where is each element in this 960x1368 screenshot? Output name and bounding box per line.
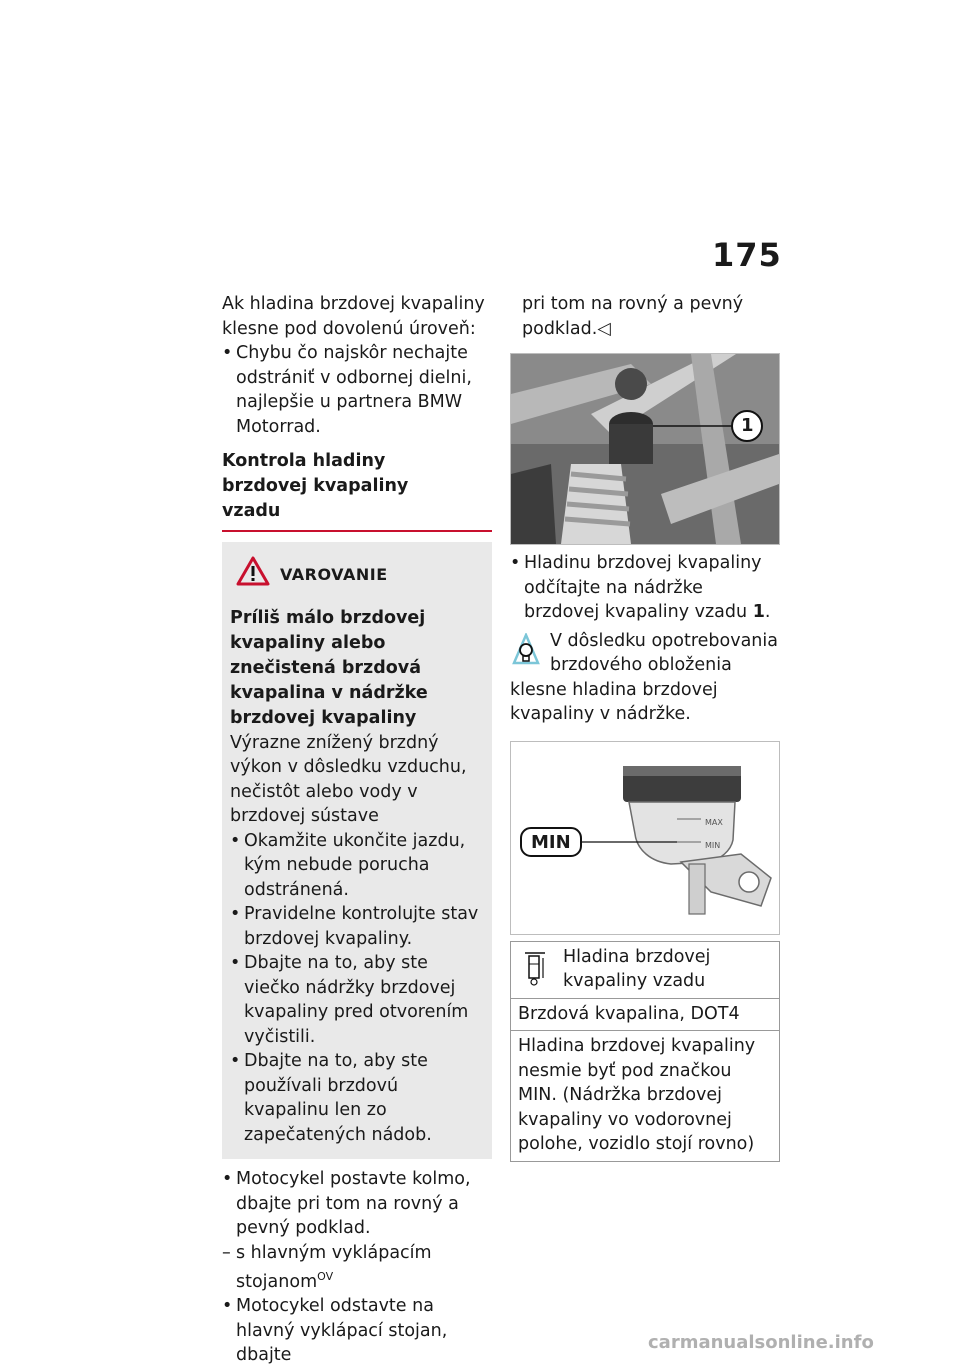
- bullet-main-stand-text: Motocykel odstavte na hlavný vyklápací stojan, dbajte: [236, 1296, 448, 1366]
- info-note-head: V dôsledku opotrebovania brzdového obloženia: [550, 630, 778, 675]
- warning-label: VAROVANIE: [280, 564, 388, 584]
- info-note: [510, 629, 780, 727]
- warning-item-text: Dbajte na to, aby ste používali brzdovú kvapalinu len zo zapečatených nádob.: [244, 1051, 432, 1145]
- dash-main-stand-text: s hlavným vyklápacím stojanom: [236, 1242, 432, 1292]
- spec-title: Hladina brzdovej kvapaliny vzadu: [563, 946, 711, 991]
- min-mark-photo: [510, 741, 780, 935]
- page-number: 175: [712, 236, 782, 274]
- warning-body: Výrazne znížený brzdný výkon v dôsledku vzduchu, nečistôt alebo vody v brzdovej sústave: [230, 732, 467, 826]
- reservoir-photo: [510, 353, 780, 545]
- warning-item: [230, 1049, 484, 1147]
- spec-table: [510, 941, 780, 1162]
- spec-level-rule: Hladina brzdovej kvapaliny nesmie byť pod značkou MIN. (Nádržka brzdovej kvapaliny vo vodorovnej polohe, vozidlo stojí rovno): [511, 1031, 780, 1162]
- warning-header: [230, 556, 484, 594]
- min-mark: MIN: [705, 840, 721, 850]
- warning-item: [230, 902, 484, 951]
- bullet-have-fixed-text: Chybu čo najskôr nechajte odstrániť v odbornej dielni, najlepšie u partnera BMW Motorrad.: [236, 343, 472, 437]
- continued-text-body: pri tom na rovný a pevný podklad.: [522, 294, 744, 339]
- warning-item-text: Okamžite ukončite jazdu, kým nebude porucha odstránená.: [244, 830, 466, 900]
- warning-item: [230, 951, 484, 1049]
- intro-line-1: Ak hladina brzdovej kvapaliny: [222, 294, 485, 314]
- section-heading: Kontrola hladiny brzdovej kvapaliny vzadu: [222, 451, 409, 521]
- spec-header-cell: [511, 941, 780, 998]
- intro-line-2: klesne pod dovolenú úroveň:: [222, 318, 476, 339]
- warning-title: Príliš málo brzdovej kvapaliny alebo znečistená brzdová kvapalina v nádržke brzdovej kvapaliny: [230, 607, 428, 728]
- continued-text: [510, 292, 780, 341]
- bullet-upright: [222, 1167, 492, 1241]
- spec-header-row: [511, 941, 780, 998]
- heading-rule: [222, 530, 492, 532]
- watermark: carmanualsonline.info: [648, 1332, 874, 1353]
- bullet-have-fixed: [222, 341, 492, 439]
- info-bulb-icon: [510, 633, 542, 675]
- reservoir-photo-drawing: [511, 354, 779, 544]
- warning-item-text: Pravidelne kontrolujte stav brzdovej kvapaliny.: [244, 904, 479, 949]
- bullet-main-stand: [222, 1294, 492, 1368]
- right-column: [510, 292, 780, 1162]
- min-callout-label: MIN: [531, 831, 571, 853]
- bullet-read-level-text: Hladinu brzdovej kvapaliny odčítajte na nádržke brzdovej kvapaliny vzadu: [524, 553, 762, 622]
- gauge-icon: [521, 950, 549, 994]
- option-code: OV: [317, 1270, 334, 1283]
- warning-item-text: Dbajte na to, aby ste viečko nádržky brzdovej kvapaliny pred otvorením vyčistili.: [244, 953, 469, 1047]
- spec-row: [511, 1031, 780, 1162]
- warning-box: [222, 542, 492, 1159]
- spec-row: [511, 998, 780, 1031]
- photo-callout-1: 1: [741, 415, 754, 436]
- dash-main-stand: [222, 1241, 492, 1295]
- warning-item: [230, 829, 484, 903]
- bullet-read-level-ref: 1: [752, 602, 765, 622]
- bullet-read-level: • Hladinu brzdovej kvapaliny odčítajte na nádržke brzdovej kvapaliny vzadu 1.: [510, 551, 780, 625]
- spec-fluid-type: Brzdová kvapalina, DOT4: [511, 998, 780, 1031]
- left-column: [222, 292, 492, 1368]
- warning-triangle-icon: [236, 556, 270, 594]
- bullet-upright-text: Motocykel postavte kolmo, dbajte pri tom na rovný a pevný podklad.: [236, 1169, 471, 1238]
- info-note-tail: klesne hladina brzdovej kvapaliny v nádržke.: [510, 679, 718, 724]
- max-mark: MAX: [705, 817, 723, 827]
- end-mark: ◁: [597, 318, 611, 339]
